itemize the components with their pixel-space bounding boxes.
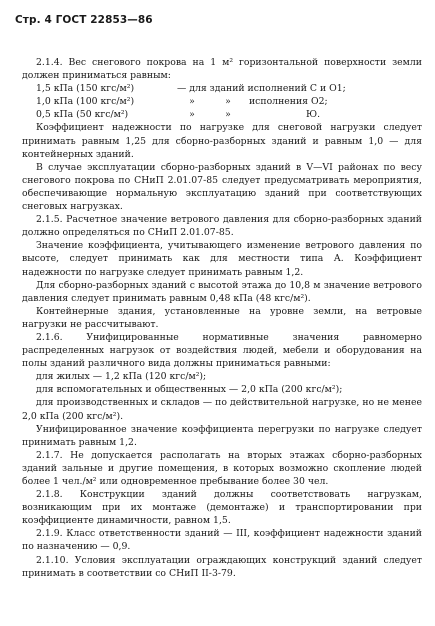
snow-load-desc: Ю. — [306, 109, 321, 121]
floor-load-item: для вспомогательных и общественных — 2,0 кПа (200 кгс/м²); — [36, 384, 343, 396]
snow-regions-note: В случае эксплуатации сборно-разборных зданий в V—VI районах по весу снегового покрова по СНиП 2.01.07-85 следует предусматривать мероприятия, обеспечивающие нормальную эксплуатацию зданий при соответствующих снеговых нагрузках. — [22, 161, 422, 213]
clause-2-1-4: 2.1.4. Вес снегового покрова на 1 м² горизонтальной поверхности земли должен приниматься равным: — [22, 57, 422, 82]
containers-note: Контейнерные здания, установленные на уровне земли, на ветровые нагрузки не рассчитывают. — [22, 305, 422, 330]
ditto-mark: » — [189, 96, 195, 108]
clause-2-1-10: 2.1.10. Условия эксплуатации ограждающих конструкций зданий следует принимать в соответствии со СНиП II-3-79. — [22, 554, 422, 579]
wind-coef-note: Значение коэффициента, учитывающего изменение ветрового давления по высоте, следует принимать как для местности типа А. Коэффициент надежности по нагрузке следует принимать равным 1,2. — [22, 240, 422, 278]
snow-load-desc: — для зданий исполнений С и О1; — [176, 83, 346, 95]
snow-load-value: 1,0 кПа (100 кгс/м²) — [36, 96, 135, 108]
ditto-mark: » — [225, 109, 231, 121]
wind-height-note: Для сборно-разборных зданий с высотой этажа до 10,8 м значение ветрового давления следует принимать равным 0,48 кПа (48 кгс/м²). — [22, 279, 422, 304]
clause-2-1-6: 2.1.6. Унифицированные нормативные значения равномерно распределенных нагрузок от воздействия людей, мебели и оборудования на полы зданий различного вида должны приниматься равными: — [22, 331, 422, 370]
document-body — [22, 56, 422, 580]
snow-load-row — [22, 95, 422, 108]
ditto-mark: » — [189, 109, 195, 121]
clause-2-1-5: 2.1.5. Расчетное значение ветрового давления для сборно-разборных зданий должно определяться по СНиП 2.01.07-85. — [22, 214, 422, 239]
snow-load-row — [22, 82, 422, 95]
snow-reliability-coef: Коэффициент надежности по нагрузке для снеговой нагрузки следует принимать равным 1,25 для сборно-разборных зданий и равным 1,0 — для контейнерных зданий. — [22, 122, 422, 160]
floor-load-item: для производственных и складов — по действительной нагрузке, но не менее 2,0 кПа (200 кгс/м²). — [22, 397, 422, 422]
clause-2-1-8: 2.1.8. Конструкции зданий должны соответствовать нагрузкам, возникающим при их монтаже (демонтаже) и транспортировании при коэффициенте динамичности, равном 1,5. — [22, 489, 422, 527]
snow-load-value: 0,5 кПа (50 кгс/м²) — [36, 109, 129, 121]
snow-load-row — [22, 108, 422, 121]
floor-load-item: для жилых — 1,2 кПа (120 кгс/м²); — [36, 371, 207, 383]
snow-load-desc: исполнения О2; — [248, 96, 328, 108]
snow-load-value: 1,5 кПа (150 кгс/м²) — [36, 83, 135, 95]
clause-2-1-9: 2.1.9. Класс ответственности зданий — III, коэффициент надежности зданий по назначению — 0,9. — [22, 528, 422, 553]
ditto-mark: » — [225, 96, 231, 108]
page-header: Стр. 4 ГОСТ 22853—86 — [15, 14, 153, 26]
clause-2-1-7: 2.1.7. Не допускается располагать на вторых этажах сборно-разборных зданий зальные и другие помещения, в которых возможно скопление людей более 1 чел./м² или одновременное пребывание более 30 чел. — [22, 449, 422, 487]
overload-coef-note: Унифицированное значение коэффициента перегрузки по нагрузке следует принимать равным 1,2. — [22, 423, 422, 448]
